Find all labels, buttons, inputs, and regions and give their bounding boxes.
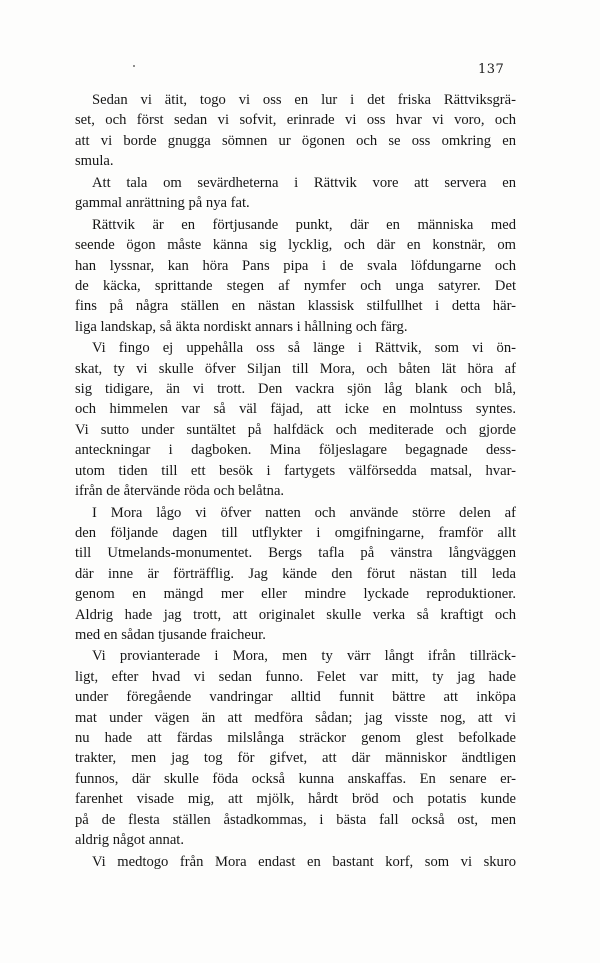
- text-line: Vi medtogo från Mora endast en bastant korf, som vi skuro: [92, 853, 516, 870]
- print-speck: [133, 65, 135, 67]
- text-line: ifrån de återvände röda och belåtna.: [75, 482, 285, 499]
- text-line: mat under vägen än att medföra sådan; jag visste nog, att vi: [75, 709, 516, 726]
- text-line: gammal anrättning på nya fat.: [75, 195, 250, 212]
- text-line: Sedan vi ätit, togo vi oss en lur i det friska Rättviksgrä-: [92, 92, 516, 108]
- text-line: utom tiden till ett besök i fartygets välförsedda matsal, hvar-: [75, 462, 516, 479]
- text-line: han lyssnar, kan höra Pans pipa i de svala löfdungarne och: [75, 257, 516, 274]
- text-line: och himmelen var så väl fäjad, att icke en molntuss syntes.: [75, 401, 516, 418]
- text-line: på de flesta ställen åstadkommas, i bästa fall också ost, men: [75, 811, 516, 828]
- text-line: Att tala om sevärdheterna i Rättvik vore att servera en: [92, 174, 516, 191]
- text-line: trakter, men jag tog för gifvet, att där människor ändtligen: [75, 750, 516, 767]
- paragraph: [75, 646, 516, 850]
- text-line: Rättvik är en förtjusande punkt, där en människa med: [92, 216, 516, 233]
- paragraph: [75, 90, 516, 172]
- text-line: Aldrig hade jag trott, att originalet skulle verka så kraftigt och: [75, 606, 516, 623]
- text-line: att vi borde gnugga sömnen ur ögonen och se oss omkring en: [75, 132, 516, 149]
- text-line: Vi sutto under suntältet på halfdäck och mediterade och gjorde: [75, 421, 516, 438]
- paragraph: [75, 503, 516, 646]
- page-number: 137: [478, 62, 505, 77]
- text-line: skat, ty vi skulle öfver Siljan till Mora, och båten lät höra af: [75, 360, 516, 377]
- text-line: den följande dagen till utflykter i omgifningarne, framför allt: [75, 524, 516, 541]
- text-line: ligt, efter hvad vi sedan funno. Felet var mitt, ty jag hade: [75, 668, 516, 685]
- text-line: sig tidigare, än vi trott. Den vackra sjön låg blank och blå,: [75, 381, 516, 398]
- text-line: Vi fingo ej uppehålla oss så länge i Rättvik, som vi ön-: [92, 340, 516, 357]
- text-line: liga landskap, så äkta nordiskt annars i hållning och färg.: [75, 318, 408, 335]
- text-line: genom en mängd mer eller mindre lyckade reproduktioner.: [75, 586, 516, 603]
- text-line: under föregående vandringar alltid funnit bättre att inköpa: [75, 689, 516, 706]
- text-line: anteckningar i dagboken. Mina följeslagare begagnade dess-: [75, 442, 516, 459]
- text-line: fins på några ställen en nästan klassisk stilfullhet i detta här-: [75, 298, 516, 315]
- text-line: de käcka, sprittande stegen af nymfer och unga satyrer. Det: [75, 277, 516, 294]
- text-line: farenhet visade mig, att mjölk, hårdt bröd och potatis kunde: [75, 791, 516, 808]
- body-text: [75, 90, 516, 873]
- text-line: till Utmelands-monumentet. Bergs tafla på vänstra långväggen: [75, 545, 516, 562]
- text-line: aldrig något annat.: [75, 832, 185, 848]
- paragraph: [75, 173, 516, 214]
- text-line: funnos, där skulle föda också kunna anskaffas. En senare er-: [75, 770, 516, 787]
- paragraph: [75, 338, 516, 501]
- text-line: där inne är förträfflig. Jag kände den förut nästan till leda: [75, 565, 516, 582]
- text-line: Vi provianterade i Mora, men ty värr långt ifrån tillräck-: [92, 648, 516, 665]
- text-line: smula.: [75, 153, 114, 170]
- text-line: seende ögon måste känna sig lycklig, och där en konstnär, om: [75, 237, 516, 254]
- text-line: set, och först sedan vi sofvit, erinrade vi oss hvar vi voro, och: [75, 112, 516, 129]
- text-line: med en sådan tjusande fraicheur.: [75, 626, 266, 643]
- paragraph: [75, 215, 516, 337]
- text-line: nu hade att färdas milslånga sträckor genom glest befolkade: [75, 730, 516, 747]
- paragraph: [75, 852, 516, 872]
- text-line: I Mora lågo vi öfver natten och använde större delen af: [92, 504, 516, 521]
